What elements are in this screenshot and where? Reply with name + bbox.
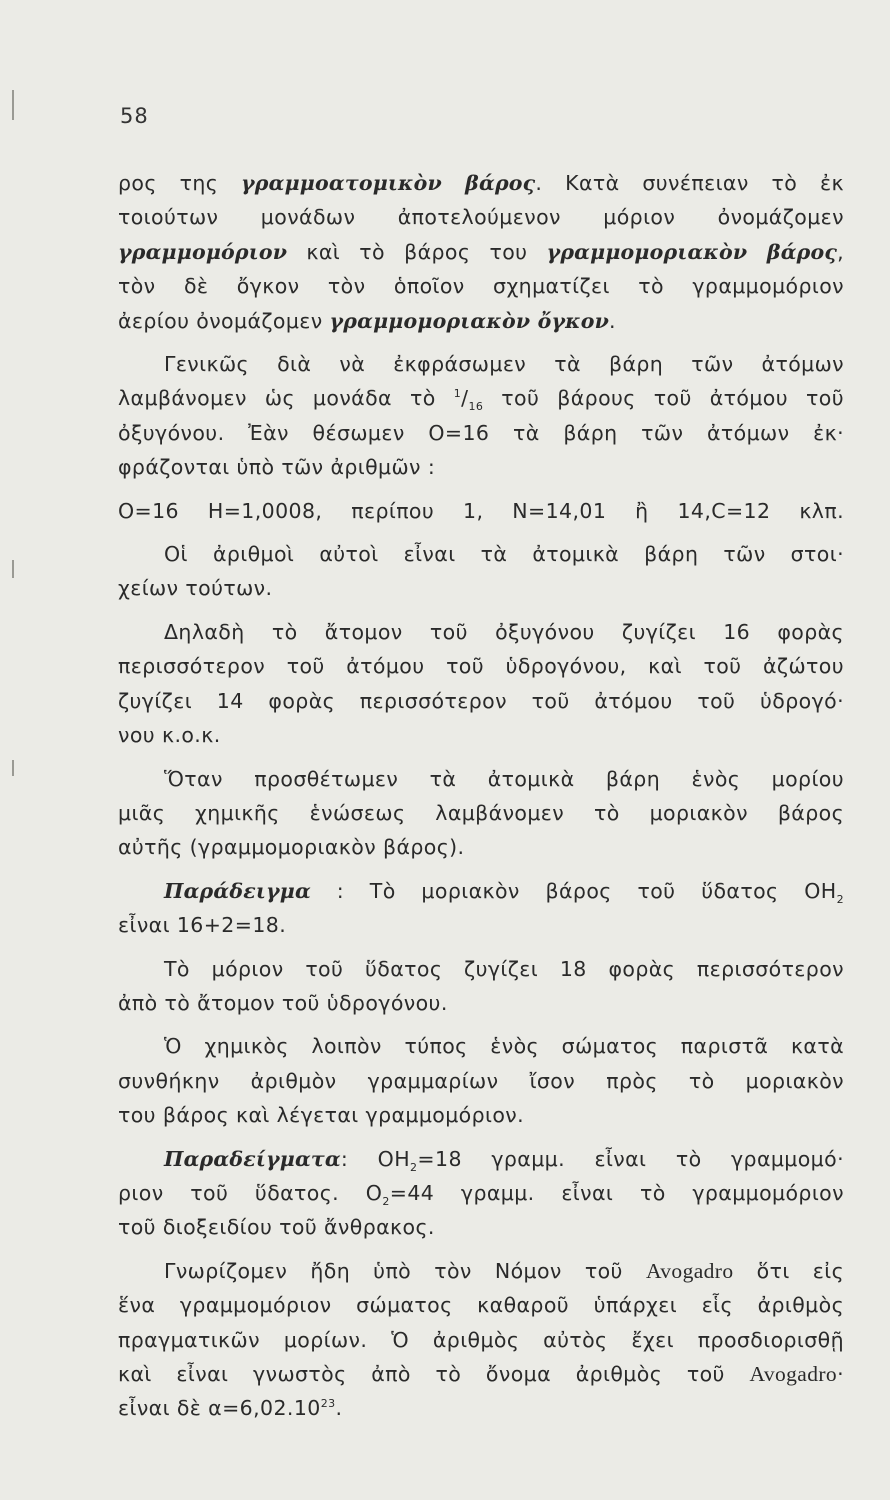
scan-margin-mark bbox=[12, 760, 14, 776]
text-line: τὸν δὲ ὄγκον τὸν ὁποῖον σχηματίζει τὸ γραμμομόριον bbox=[118, 274, 844, 299]
paragraph bbox=[118, 1142, 844, 1245]
text-line: Τὸ μόριον τοῦ ὕδατος ζυγίζει 18 φορὰς περισσότερον bbox=[164, 956, 844, 981]
text-line: Παράδειγμα : Τὸ μοριακὸν βάρος τοῦ ὕδατος $OH_2$ bbox=[164, 878, 844, 906]
text-line: νου κ.ο.κ. bbox=[118, 723, 221, 748]
italic-term: γραμμοατομικὸν βάρος bbox=[241, 171, 536, 195]
paragraph bbox=[118, 952, 844, 1021]
page-number: 58 bbox=[120, 104, 149, 128]
paragraph bbox=[118, 615, 844, 753]
text-line: ἀπὸ τὸ ἄτομον τοῦ ὑδρογόνου. bbox=[118, 990, 448, 1015]
italic-term: γραμμομοριακὸν βάρος bbox=[546, 239, 838, 264]
text-line: Δηλαδὴ τὸ ἄτομον τοῦ ὀξυγόνου ζυγίζει 16 φορὰς bbox=[164, 619, 844, 644]
text-line: ἀερίου ὀνομάζομεν γραμμομοριακὸν ὄγκον. bbox=[118, 308, 616, 333]
text-line: πραγματικῶν μορίων. Ὁ ἀριθμὸς αὐτὸς ἔχει προσδιορισθῇ bbox=[118, 1327, 844, 1352]
text-line: εἶναι 16+2=18. bbox=[118, 913, 287, 938]
scan-margin-mark bbox=[12, 560, 14, 578]
paragraph bbox=[118, 347, 844, 528]
text-line: χείων τούτων. bbox=[118, 576, 273, 601]
text-line: του βάρος καὶ λέγεται γραμμομόριον. bbox=[118, 1103, 525, 1128]
text-line: ζυγίζει 14 φορὰς περισσότερον τοῦ ἀτόμου τοῦ ὑδρογό· bbox=[118, 688, 844, 713]
formula-line: Ο=16 Η=1,0008, περίπου 1, Ν=14,01 ἢ 14,C=12 κλπ. bbox=[118, 498, 844, 523]
text-line: ὀξυγόνου. Ἐὰν θέσωμεν Ο=16 τὰ βάρη τῶν ἀτόμων ἐκ· bbox=[118, 420, 844, 445]
paragraph bbox=[118, 1254, 844, 1426]
text-line: εἶναι δὲ $\alpha=6,02.10^{23}$. bbox=[118, 1396, 343, 1421]
italic-term: γραμμομοριακὸν ὄγκον bbox=[329, 308, 610, 333]
italic-term: Παραδείγματα bbox=[164, 1146, 341, 1171]
text-line: μιᾶς χημικῆς ἑνώσεως λαμβάνομεν τὸ μοριακὸν βάρος bbox=[118, 800, 844, 825]
text-line: Οἱ ἀριθμοὶ αὐτοὶ εἶναι τὰ ἀτομικὰ βάρη τῶν στοι· bbox=[164, 542, 844, 567]
text-line: τοιούτων μονάδων ἀποτελούμενον μόριον ὀνομάζομεν bbox=[118, 205, 844, 230]
text-line: τοῦ διοξειδίου τοῦ ἄνθρακος. bbox=[118, 1215, 435, 1240]
italic-term: γραμμομόριον bbox=[118, 239, 288, 264]
latin-name: Avogadro bbox=[749, 1362, 838, 1386]
text-line: περισσότερον τοῦ ἀτόμου τοῦ ὑδρογόνου, καὶ τοῦ ἀζώτου bbox=[118, 654, 844, 679]
text-line: φράζονται ὑπὸ τῶν ἀριθμῶν : bbox=[118, 455, 436, 480]
text-line: Ὅταν προσθέτωμεν τὰ ἀτομικὰ βάρη ἑνὸς μορίου bbox=[164, 766, 844, 791]
body-text bbox=[118, 166, 844, 1426]
text-line: ριον τοῦ ὕδατος. $O_2=44$ γραμμ. εἶναι τὸ γραμμομόριον bbox=[118, 1180, 844, 1209]
text-line: λαμβάνομεν ὡς μονάδα τὸ $^1/_{16}$ τοῦ βάρους τοῦ ἀτόμου τοῦ bbox=[118, 386, 844, 414]
text-line: γραμμομόριον καὶ τὸ βάρος του γραμμομοριακὸν βάρος, bbox=[118, 239, 844, 264]
paragraph bbox=[118, 762, 844, 865]
paragraph bbox=[118, 874, 844, 943]
text-line: Παραδείγματα: $OH_2=18$ γραμμ. εἶναι τὸ γραμμομό· bbox=[164, 1146, 844, 1174]
paragraph bbox=[118, 1029, 844, 1132]
text-line: ρος της γραμμοατομικὸν βάρος. Κατὰ συνέπειαν τὸ ἐκ bbox=[118, 171, 844, 195]
text-line: Γνωρίζομεν ἤδη ὑπὸ τὸν Νόμον τοῦ Avogadro ὅτι εἰς bbox=[164, 1258, 845, 1283]
text-line: Ὁ χημικὸς λοιπὸν τύπος ἑνὸς σώματος παριστᾶ κατὰ bbox=[164, 1034, 844, 1059]
latin-name: Avogadro bbox=[645, 1258, 734, 1283]
paragraph bbox=[118, 537, 844, 606]
italic-term: Παράδειγμα bbox=[164, 878, 311, 903]
scan-margin-mark bbox=[12, 90, 14, 120]
text-line: αὐτῆς (γραμμομοριακὸν βάρος). bbox=[118, 835, 465, 860]
text-line: συνθήκην ἀριθμὸν γραμμαρίων ἴσον πρὸς τὸ μοριακὸν bbox=[118, 1068, 844, 1093]
text-line: καὶ εἶναι γνωστὸς ἀπὸ τὸ ὄνομα ἀριθμὸς τοῦ Avogadro· bbox=[118, 1362, 844, 1386]
text-line: Γενικῶς διὰ νὰ ἐκφράσωμεν τὰ βάρη τῶν ἀτόμων bbox=[164, 352, 844, 377]
paragraph bbox=[118, 166, 844, 338]
text-line: ἕνα γραμμομόριον σώματος καθαροῦ ὑπάρχει εἷς ἀριθμὸς bbox=[118, 1293, 844, 1318]
